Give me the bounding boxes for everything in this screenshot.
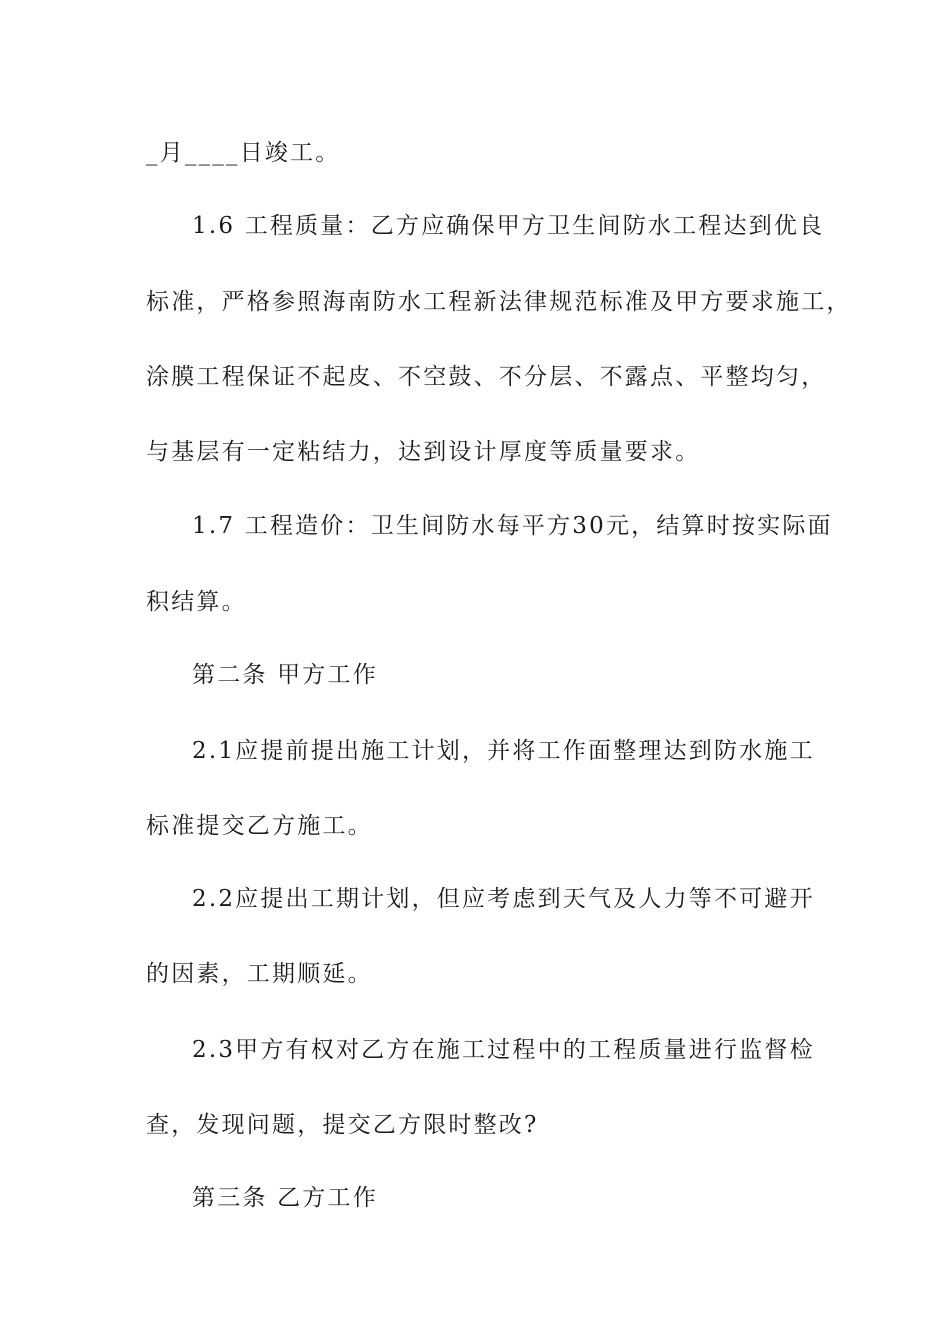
- paragraph-1-6-line-1: 1.6 工程质量：乙方应确保甲方卫生间防水工程达到优良: [192, 213, 825, 239]
- text-line: _月____日竣工。: [146, 140, 341, 166]
- paragraph-1-6-line-3: 涂膜工程保证不起皮、不空鼓、不分层、不露点、平整均匀，: [146, 364, 827, 390]
- section-heading-2: 第二条 甲方工作: [192, 662, 378, 688]
- paragraph-2-1-line-2: 标准提交乙方施工。: [146, 813, 373, 839]
- paragraph-1-7-line-2: 积结算。: [146, 589, 247, 615]
- paragraph-1-6-line-4: 与基层有一定粘结力，达到设计厚度等质量要求。: [146, 439, 701, 465]
- paragraph-1-7-line-1: 1.7 工程造价：卫生间防水每平方30元，结算时按实际面: [192, 513, 833, 539]
- paragraph-2-1-line-1: 2.1应提前提出施工计划，并将工作面整理达到防水施工: [192, 738, 815, 764]
- paragraph-2-2-line-2: 的因素，工期顺延。: [146, 961, 373, 987]
- paragraph-2-2-line-1: 2.2应提出工期计划，但应考虑到天气及人力等不可避开: [192, 886, 815, 912]
- paragraph-2-3-line-1: 2.3甲方有权对乙方在施工过程中的工程质量进行监督检: [192, 1037, 815, 1063]
- paragraph-1-6-line-2: 标准，严格参照海南防水工程新法律规范标准及甲方要求施工，: [146, 289, 852, 315]
- section-heading-3: 第三条 乙方工作: [192, 1185, 378, 1211]
- paragraph-2-3-line-2: 查，发现问题，提交乙方限时整改?: [146, 1112, 539, 1138]
